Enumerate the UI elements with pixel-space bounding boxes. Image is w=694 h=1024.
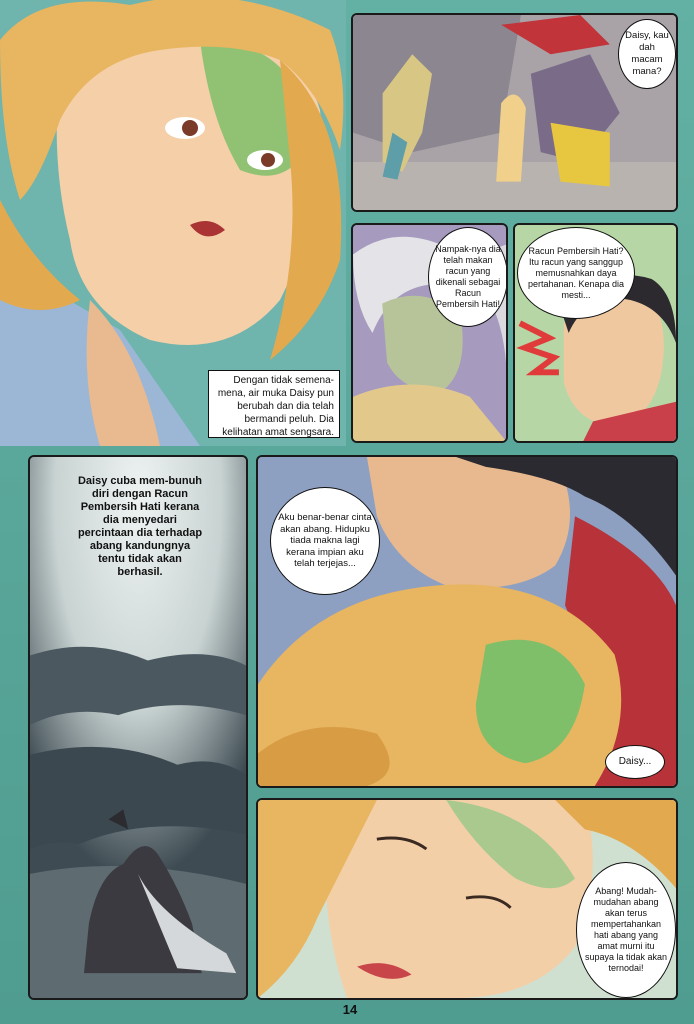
- panel-5: [28, 455, 248, 1000]
- panel-7: [256, 798, 678, 1000]
- page-number: 14: [342, 1002, 358, 1017]
- panel-7-speech-bubble: Abang! Mudah-mudahan abang akan terus mempertahankan hati abang yang amat murni itu supaya la tidak akan ternodai!: [576, 862, 676, 998]
- panel-3: [351, 223, 508, 443]
- panel-6-speech-bubble-main: Aku benar-benar cinta akan abang. Hidupku tiada makna lagi kerana impian aku telah terjejas...: [270, 487, 380, 595]
- panel-2-speech-bubble: Daisy, kau dah macam mana?: [618, 19, 676, 89]
- panel-4: [513, 223, 678, 443]
- panel-1: [0, 0, 346, 446]
- panel-4-speech-bubble: Racun Pembersih Hati? Itu racun yang sanggup memusnahkan daya pertahanan. Kenapa dia mesti...: [517, 227, 635, 319]
- panel-5-caption: Daisy cuba mem-bunuh diri dengan Racun Pembersih Hati kerana dia menyedari percintaan dia terhadap abang kandungnya tentu tidak akan berhasil.: [77, 475, 203, 578]
- panel-6-speech-bubble-small: Daisy...: [605, 745, 665, 779]
- panel-3-speech-bubble: Nampak-nya dia telah makan racun yang dikenali sebagai Racun Pembersih Hati!: [428, 227, 508, 327]
- panel-2: [351, 13, 678, 212]
- panel-6: [256, 455, 678, 788]
- panel-1-caption: Dengan tidak semena-mena, air muka Daisy pun berubah dan dia telah bermandi peluh. Dia kelihatan amat sengsara.: [208, 370, 340, 438]
